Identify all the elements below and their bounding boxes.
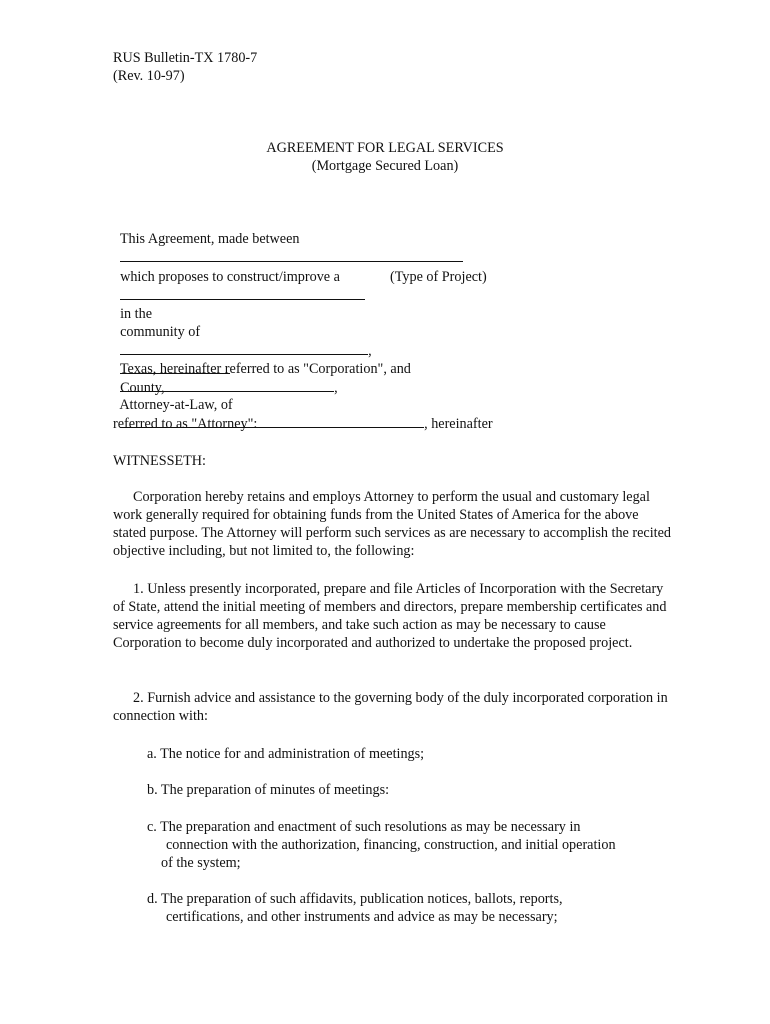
sub-item-d-line-2: certifications, and other instruments and advice as may be necessary;	[166, 909, 558, 925]
county-label: County,	[120, 380, 165, 396]
agreement-label: This Agreement, made between	[119, 231, 300, 247]
sub-item-d	[147, 890, 677, 926]
item-1-paragraph: 1. Unless presently incorporated, prepare and file Articles of Incorporation with the Secretary of State, attend the initial meeting of members and directors, prepare membership certificates and service agreements for all members, and take such action as may be necessary to cause Corporation to become duly incorporated and authorized to undertake the proposed project.	[113, 581, 667, 651]
hereinafter-label: , hereinafter	[424, 416, 493, 432]
document-title: AGREEMENT FOR LEGAL SERVICES	[266, 140, 504, 156]
sub-item-a: a. The notice for and administration of meetings;	[147, 746, 425, 762]
project-type-caption: (Type of Project)	[390, 269, 487, 285]
attorney-at-law-label: Attorney-at-Law, of	[119, 397, 233, 413]
corporation-label: Texas, hereinafter referred to as "Corporation", and	[119, 361, 411, 377]
revision-date: (Rev. 10-97)	[113, 68, 185, 84]
item-2-paragraph: 2. Furnish advice and assistance to the governing body of the duly incorporated corporation in connection with:	[113, 690, 668, 724]
attorney-name-comma: ,	[334, 380, 338, 396]
sub-item-c-line-3: of the system;	[161, 855, 241, 871]
community-label: community of	[120, 324, 201, 340]
sub-item-c-line-1: c. The preparation and enactment of such resolutions as may be necessary in	[147, 819, 581, 835]
sub-item-c-line-2: connection with the authorization, financing, construction, and initial operation	[166, 837, 616, 853]
document-subtitle: (Mortgage Secured Loan)	[311, 158, 459, 174]
sub-item-b: b. The preparation of minutes of meetings:	[147, 782, 390, 798]
bulletin-number: RUS Bulletin-TX 1780-7	[113, 50, 258, 66]
project-type-field[interactable]	[120, 286, 365, 300]
attorney-reference: referred to as "Attorney":	[113, 416, 258, 432]
project-suffix: in the	[120, 306, 153, 322]
project-label: which proposes to construct/improve a	[120, 269, 340, 285]
witnesseth-heading: WITNESSETH:	[113, 453, 206, 469]
intro-paragraph: Corporation hereby retains and employs Attorney to perform the usual and customary legal work generally required for obtaining funds from the United States of America for the above stated purpose. The Attorney will perform such services as are necessary to accomplish the recited objective including, but not limited to, the following:	[113, 489, 671, 559]
community-comma: ,	[368, 343, 372, 359]
sub-item-d-line-1: d. The preparation of such affidavits, publication notices, ballots, reports,	[147, 891, 563, 907]
sub-item-c	[147, 818, 677, 872]
